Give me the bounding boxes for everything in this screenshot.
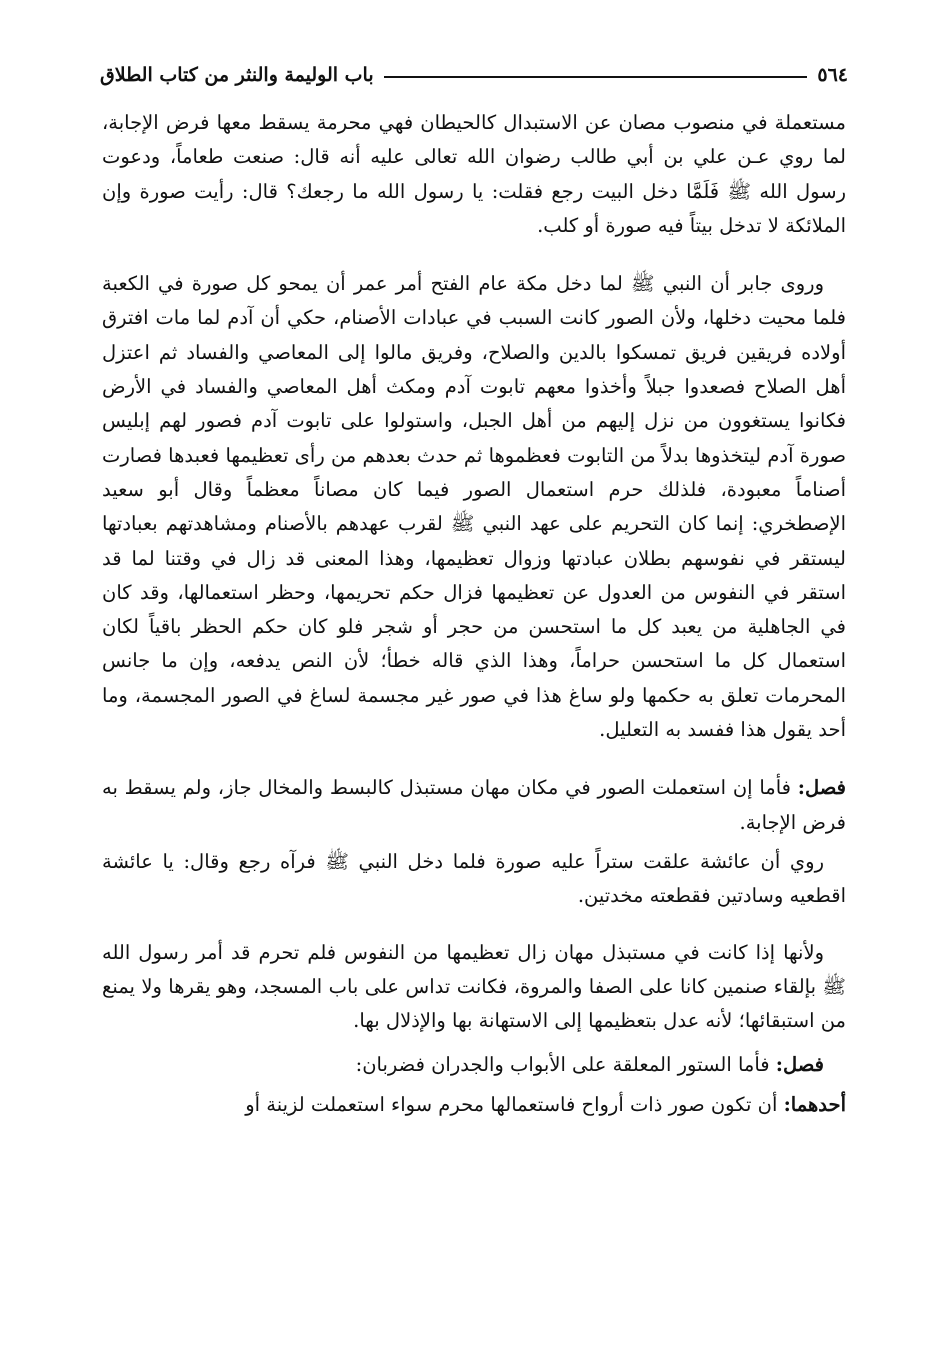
header-rule: [384, 76, 808, 78]
paragraph-text: أن تكون صور ذات أرواح فاستعمالها محرم سواء استعملت لزينة أو: [245, 1092, 784, 1116]
paragraph: [102, 106, 846, 243]
paragraph: [102, 936, 846, 1039]
page-header: [100, 58, 848, 92]
paragraph-text: ولأنها إذا كانت في مستبذل مهان زال تعظيمها من النفوس فلم تحرم قد أمر رسول الله ﷺ بإلقاء صنمين كانا على الصفا والمروة، فكانت تداس على باب المسجد، وهو يقرها ولا يمنع من استبقائها؛ لأنه عدل بتعظيمها إلى الاستهانة بها والإذلال بها.: [102, 940, 846, 1033]
section-paragraph: [102, 1088, 846, 1122]
spacer: [102, 747, 846, 771]
section-paragraph: [102, 1048, 846, 1082]
section-paragraph: [102, 771, 846, 840]
section-heading: فصل:: [775, 1053, 824, 1077]
paragraph: [102, 267, 846, 747]
paragraph-text: فأما إن استعملت الصور في مكان مهان مستبذل كالبسط والمخال جاز، ولم يسقط به فرض الإجابة.: [102, 776, 846, 834]
spacer: [102, 914, 846, 936]
paragraph-text: مستعملة في منصوب مصان عن الاستبدال كالحيطان فهي محرمة يسقط معها فرض الإجابة، لما روي عـن علي بن أبي طالب رضوان الله تعالى عليه أنه قال: صنعت طعاماً، ودعوت رسول الله ﷺ فَلَمَّا دخل البيت رجع فقلت: يا رسول الله ما رجعك؟ قال: رأيت صورة وإن الملائكة لا تدخل بيتاً فيه صورة أو كلب.: [102, 111, 846, 237]
section-heading: فصل:: [797, 776, 846, 800]
paragraph-text: فأما الستور المعلقة على الأبواب والجدران فضربان:: [355, 1053, 776, 1077]
spacer: [102, 1038, 846, 1048]
spacer: [102, 243, 846, 267]
paragraph-text: وروى جابر أن النبي ﷺ لما دخل مكة عام الفتح أمر عمر أن يمحو كل صورة في الكعبة فلما محيت دخلها، ولأن الصور كانت السبب في عبادات الأصنام، حكي أن آدم لما مات افترق أولاده فريقين فريق تمسكوا بالدين والصلاح، وفريق مالوا إلى المعاصي والفساد ثم اعتزل أهل الصلاح فصعدوا جبلاً وأخذوا معهم تابوت آدم ومكث أهل المعاصي والفساد في الأرض فكانوا يستغوون من نزل إليهم من أهل الجبل، واستولوا على تابوت آدم فصور لهم إبليس صورة آدم ليتخذوها بدلاً من التابوت فعظموها ثم حدث بعدهم من رأى تعظيمها فعبدها فصارت أصناماً معبودة، فلذلك حرم استعمال الصور فيما كان مصاناً معظماً وقال أبو سعيد الإصطخري: إنما كان التحريم على عهد النبي ﷺ لقرب عهدهم بالأصنام ومشاهدتهم بعبادتها ليستقر في نفوسهم بطلان عبادتها وزوال تعظيمها، وهذا المعنى قد زال في وقتنا لما قد استقر في النفوس من العدول عن تعظيمها فزال حكم تحريمها، وحظر استعمالها، وقد كان في الجاهلية من يعبد كل ما استحسن من حجر أو شجر فلو كان حكم الحظر باقياً لكان استعمال كل ما استحسن حراماً، وهذا الذي قاله خطأ؛ لأن النص يدفعه، وإن ما جانس المحرمات تعلق به حكمها ولو ساغ هذا في صور غير مجسمة لساغ في الصور المجسمة، وما أحد يقول هذا ففسد به التعليل.: [102, 272, 846, 742]
page-body: [102, 106, 846, 1122]
running-title: باب الوليمة والنثر من كتاب الطلاق: [100, 64, 374, 86]
paragraph-text: روي أن عائشة علقت ستراً عليه صورة فلما دخل النبي ﷺ فرآه رجع وقال: يا عائشة اقطعيه وسادتين فقطعته مخدتين.: [102, 849, 846, 908]
page-number: ٥٦٤: [817, 64, 848, 86]
paragraph: [102, 845, 846, 914]
subsection-heading: أحدهما:: [783, 1092, 846, 1116]
